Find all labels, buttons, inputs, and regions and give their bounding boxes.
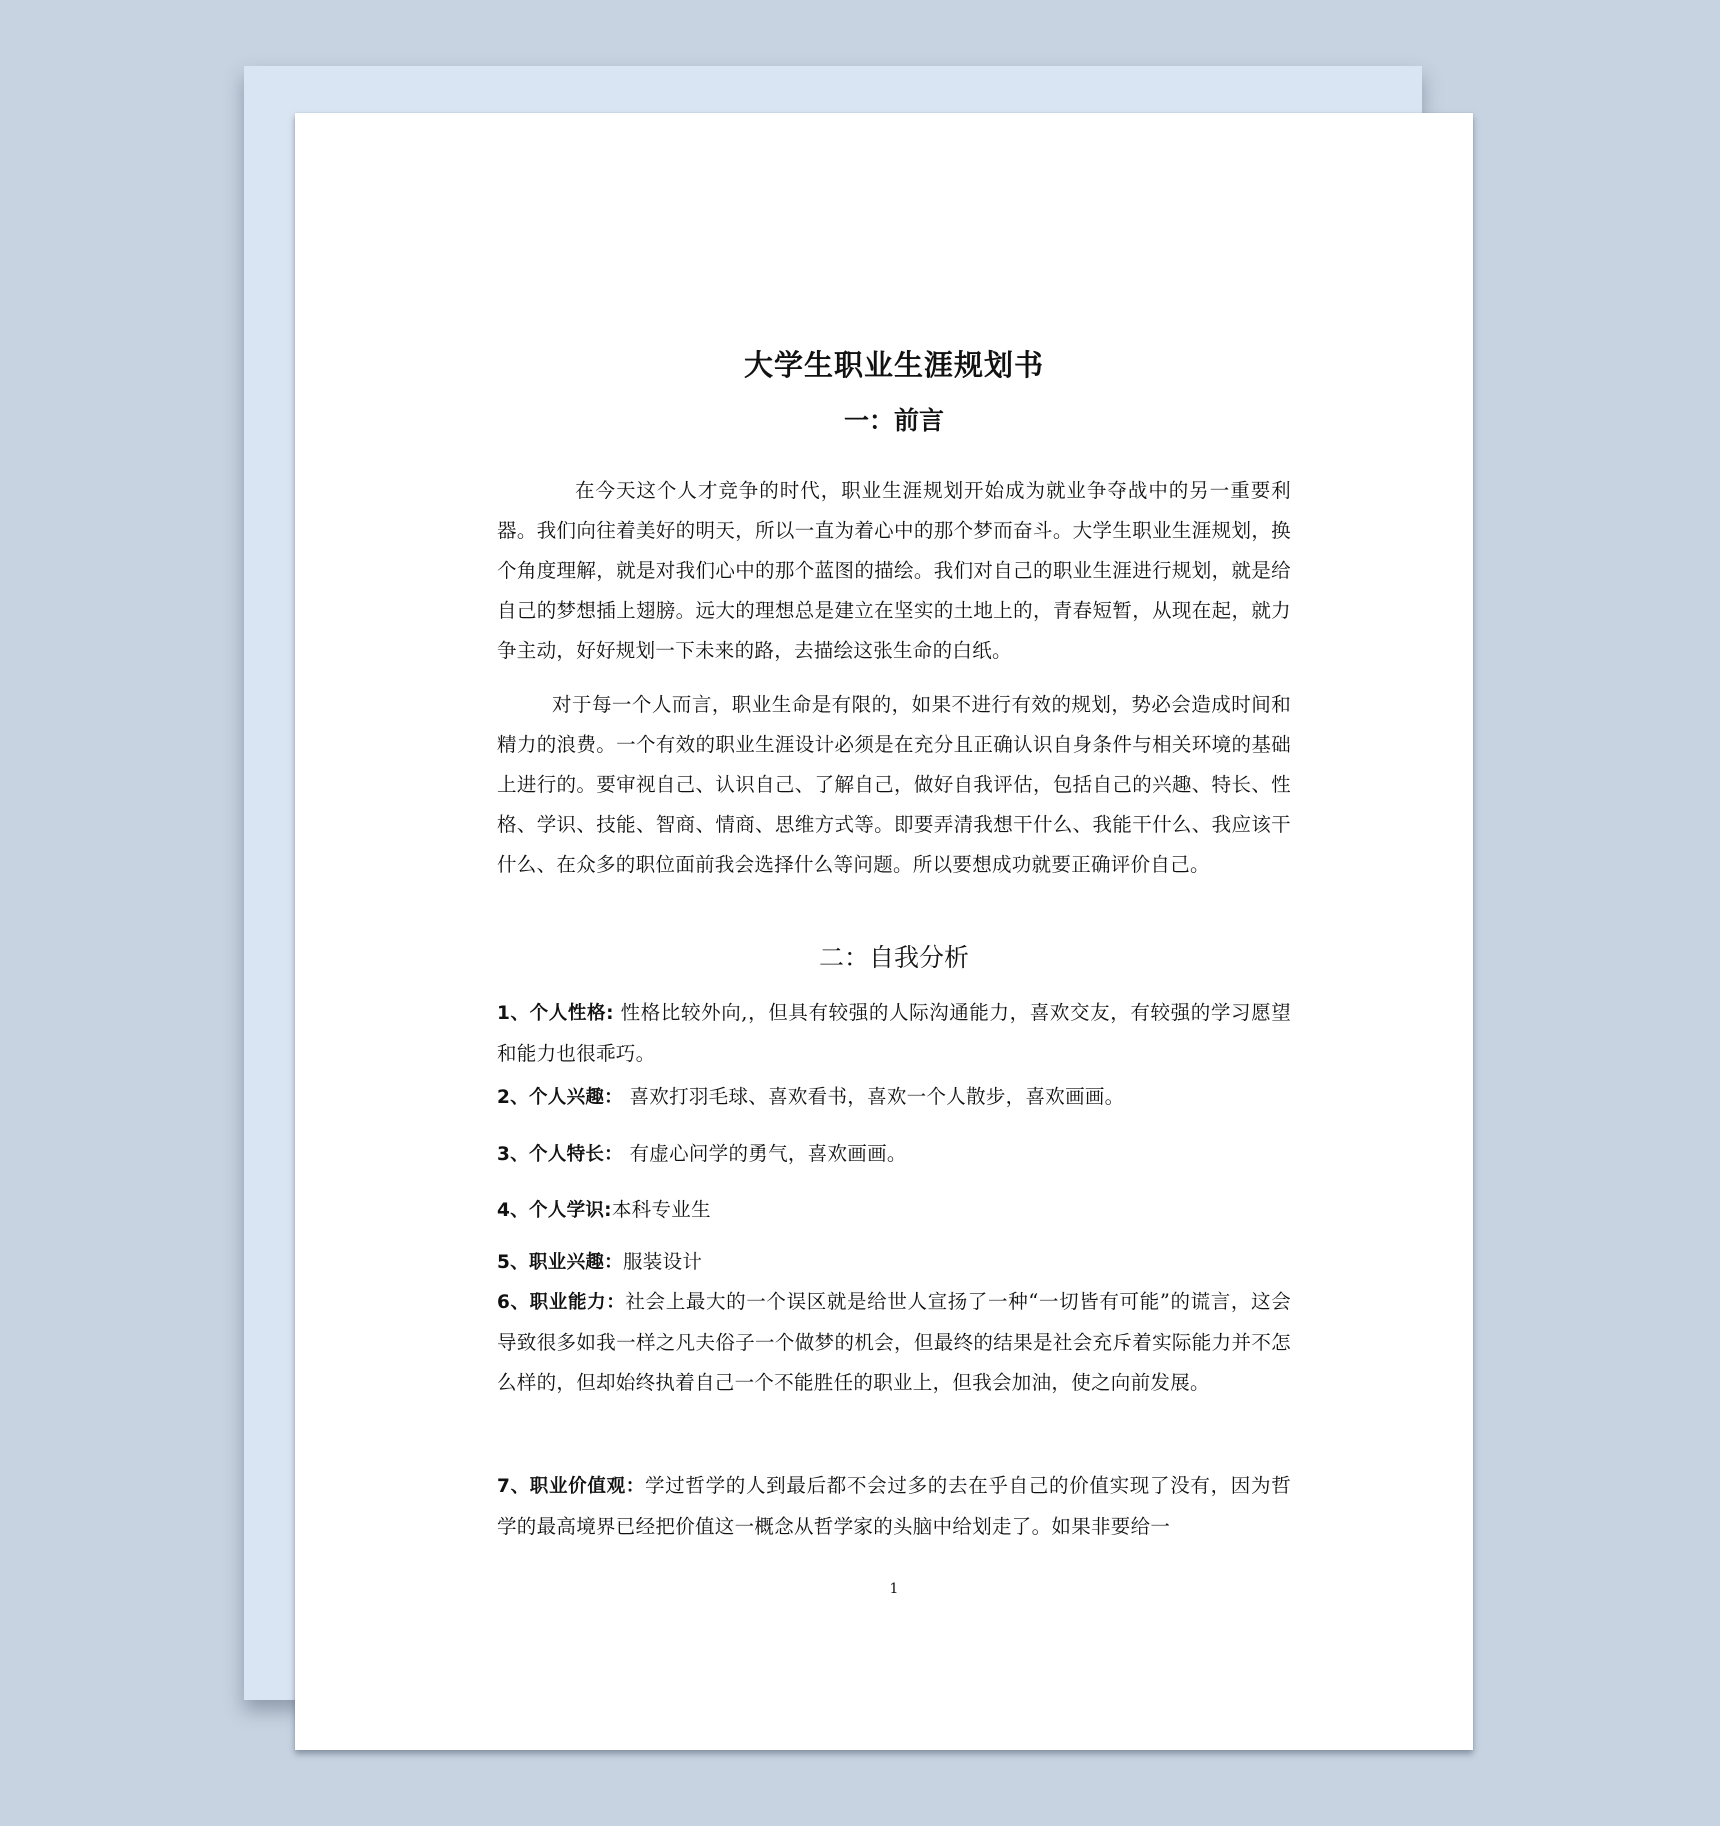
document-page	[295, 113, 1473, 1750]
self-analysis-item-interests	[497, 1077, 1291, 1118]
page-number: 1	[889, 1581, 899, 1597]
self-analysis-item-personality	[497, 993, 1291, 1074]
item-text: 服装设计	[622, 1250, 703, 1273]
section-heading-self-analysis: 二：自我分析	[818, 943, 969, 972]
preface-paragraph-1: 在今天这个人才竞争的时代，职业生涯规划开始成为就业争夺战中的另一重要利器。我们向往着美好的明天，所以一直为着心中的那个梦而奋斗。大学生职业生涯规划，换个角度理解，就是对我们心中的那个蓝图的描绘。我们对自己的职业生涯进行规划，就是给自己的梦想插上翅膀。远大的理想总是建立在坚实的土地上的，青春短暂，从现在起，就力争主动，好好规划一下未来的路，去描绘这张生命的白纸。	[497, 479, 1291, 662]
self-analysis-item-career-interest	[497, 1242, 1291, 1283]
document-title: 大学生职业生涯规划书	[743, 348, 1044, 382]
item-label: 1、个人性格:	[497, 1003, 614, 1024]
item-text: 学过哲学的人到最后都不会过多的去在乎自己的价值实现了没有，因为哲学的最高境界已经把价值这一概念从哲学家的头脑中给划走了。如果非要给一	[497, 1474, 1291, 1538]
self-analysis-item-career-values	[497, 1466, 1291, 1547]
item-text: 喜欢打羽毛球、喜欢看书，喜欢一个人散步，喜欢画画。	[622, 1085, 1125, 1108]
preface-paragraph-2: 对于每一个人而言，职业生命是有限的，如果不进行有效的规划，势必会造成时间和精力的浪费。一个有效的职业生涯设计必须是在充分且正确认识自身条件与相关环境的基础上进行的。要审视自己、认识自己、了解自己，做好自我评估，包括自己的兴趣、特长、性格、学识、技能、智商、情商、思维方式等。即要弄清我想干什么、我能干什么、我应该干什么、在众多的职位面前我会选择什么等问题。所以要想成功就要正确评价自己。	[497, 693, 1291, 876]
item-label: 4、个人学识:	[497, 1200, 612, 1221]
item-text: 社会上最大的一个误区就是给世人宣扬了一种“一切皆有可能”的谎言，这会导致很多如我一样之凡夫俗子一个做梦的机会，但最终的结果是社会充斥着实际能力并不怎么样的，但却始终执着自己一个不能胜任的职业上，但我会加油，使之向前发展。	[497, 1290, 1291, 1394]
self-analysis-item-strengths	[497, 1134, 1291, 1175]
item-text: 有虚心问学的勇气，喜欢画画。	[622, 1142, 907, 1165]
section-heading-preface: 一：前言	[843, 406, 944, 435]
item-label: 3、个人特长：	[497, 1144, 623, 1165]
item-text: 本科专业生	[611, 1198, 711, 1221]
item-label: 7、职业价值观：	[497, 1476, 645, 1497]
item-text: 性格比较外向,，但具有较强的人际沟通能力，喜欢交友，有较强的学习愿望和能力也很乖巧。	[497, 1001, 1291, 1065]
item-label: 2、个人兴趣：	[497, 1087, 623, 1108]
item-label: 6、职业能力：	[497, 1292, 626, 1313]
item-label: 5、职业兴趣：	[497, 1252, 623, 1273]
self-analysis-item-career-ability	[497, 1282, 1291, 1403]
self-analysis-item-education	[497, 1190, 1291, 1231]
